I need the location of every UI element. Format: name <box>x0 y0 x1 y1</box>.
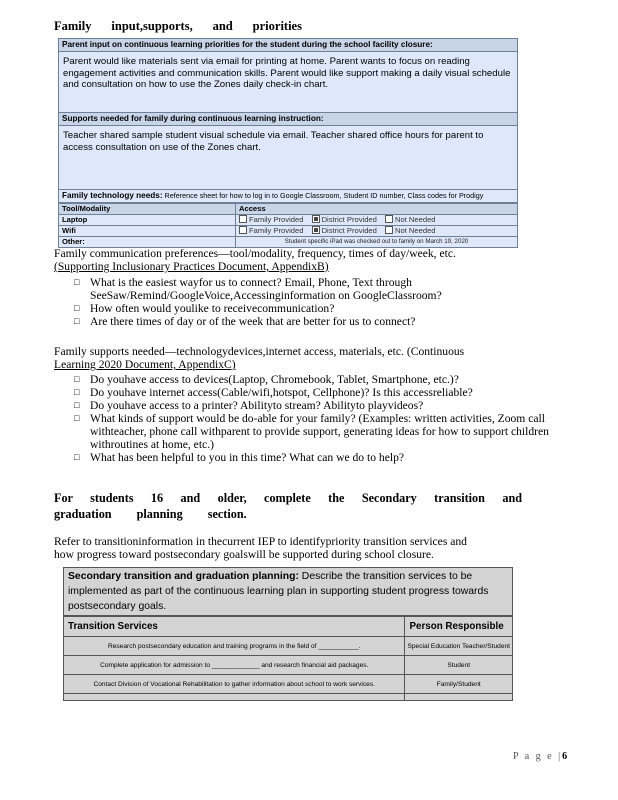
question-text: Are there times of day or of the week that are better for us to connect? <box>90 315 416 328</box>
service-cell[interactable]: Contact Division of Vocational Rehabilitation to gather information about school to work services. <box>64 675 405 694</box>
supports-needed-title: Supports needed for family during continuous learning instruction: <box>58 112 518 126</box>
col-person-header: Person Responsible <box>405 617 512 637</box>
bullet-icon: □ <box>74 374 80 384</box>
person-cell[interactable]: Student <box>405 656 512 675</box>
bullet-icon: □ <box>74 316 80 326</box>
option-label: Family Provided <box>249 226 304 235</box>
heading-word: and <box>212 19 233 33</box>
parent-input-title: Parent input on continuous learning priorities for the student during the school facility closure: <box>58 38 518 52</box>
list-item <box>54 315 564 328</box>
list-item <box>54 276 556 302</box>
list-item <box>54 302 564 315</box>
checkbox-checked-icon[interactable] <box>312 215 320 223</box>
question-text: How often would youlike to receivecommunication? <box>90 302 335 315</box>
appendix-c-link[interactable]: Learning 2020 Document, AppendixC) <box>54 358 236 371</box>
comm-line: Family communication preferences—tool/modality, frequency, times of day/week, etc. <box>54 247 456 260</box>
list-item <box>54 412 564 451</box>
bullet-icon: □ <box>74 387 80 397</box>
tech-table <box>58 203 518 248</box>
heading-word: Family <box>54 19 92 33</box>
table-row <box>64 675 512 694</box>
tool-name: Wifi <box>59 226 236 237</box>
bullet-icon: □ <box>74 277 80 287</box>
table-row <box>64 694 512 701</box>
bullet-icon: □ <box>74 413 80 423</box>
service-cell[interactable]: Research postsecondary education and training programs in the field of ___________. <box>64 637 405 656</box>
tool-name: Laptop <box>59 215 236 226</box>
col-access-header: Access <box>236 204 518 215</box>
appendix-b-link[interactable]: (Supporting Inclusionary Practices Document, AppendixB) <box>54 260 329 273</box>
col-tool-header: Tool/Modality <box>59 204 236 215</box>
question-text: What is the easiest wayfor us to connect? Email, Phone, Text through SeeSaw/Remind/GoogleVoice,Accessinginformation on GoogleClassroom? <box>90 276 442 302</box>
bullet-icon: □ <box>74 452 80 462</box>
person-cell[interactable]: Family/Student <box>405 675 512 694</box>
transition-table <box>64 616 512 700</box>
secondary-note-line1: For students 16 and older, complete the Secondary transition and <box>54 491 522 505</box>
table-row <box>59 215 518 226</box>
page-number: 6 <box>562 751 568 762</box>
question-text: What has been helpful to you in this time? What can we do to help? <box>90 451 405 464</box>
access-options <box>236 226 518 237</box>
option-label: Not Needed <box>394 226 436 235</box>
page-footer <box>513 751 567 762</box>
question-text: Do youhave internet access(Cable/wifi,hotspot, Cellphone)? Is this accessreliable? <box>90 386 473 399</box>
supports-questions <box>54 373 564 464</box>
checkbox-icon[interactable] <box>239 226 247 234</box>
checkbox-icon[interactable] <box>385 226 393 234</box>
list-item <box>54 373 564 386</box>
checkbox-icon[interactable] <box>239 215 247 223</box>
heading-word: input,supports, <box>111 19 193 33</box>
parent-input-body: Parent would like materials sent via email for printing at home. Parent wants to focus on reading engagement activities and communication skills. Parent would like support making a daily visual schedule and consultation on how to use the Zones daily check-in chart. <box>58 52 518 112</box>
col-services-header: Transition Services <box>64 617 405 637</box>
transition-planning-form <box>63 567 513 701</box>
person-cell[interactable] <box>405 694 512 701</box>
question-text: Do youhave access to a printer? Abilityto stream? Abilityto playvideos? <box>90 399 424 412</box>
heading-word: priorities <box>252 19 302 33</box>
section-heading <box>54 19 302 34</box>
service-cell[interactable] <box>64 694 405 701</box>
tech-needs-header <box>58 189 518 203</box>
parent-input-form <box>58 38 518 248</box>
transition-title-rest: Describe the transition services to be implemented as part of the continuous learning plan in supporting student progress towards postsecondary goals. <box>68 571 489 612</box>
option-label: District Provided <box>321 215 377 224</box>
table-row <box>64 637 512 656</box>
access-options <box>236 215 518 226</box>
bullet-icon: □ <box>74 400 80 410</box>
transition-title <box>64 568 512 616</box>
person-cell[interactable]: Special Education Teacher/Student <box>405 637 512 656</box>
checkbox-icon[interactable] <box>385 215 393 223</box>
option-label: District Provided <box>321 226 377 235</box>
supports-line: Family supports needed—technologydevices,internet access, materials, etc. (Continuous <box>54 345 465 358</box>
question-text: Do youhave access to devices(Laptop, Chromebook, Tablet, Smartphone, etc.)? <box>90 373 459 386</box>
page-label: P a g e | <box>513 751 563 762</box>
table-row <box>59 237 518 248</box>
list-item <box>54 399 564 412</box>
refer-paragraph <box>54 535 467 561</box>
checkbox-checked-icon[interactable] <box>312 226 320 234</box>
family-supports <box>54 345 464 371</box>
refer-line: Refer to transitioninformation in thecurrent IEP to identifypriority transition services and <box>54 535 467 548</box>
other-value: Student specific iPad was checked out to family on March 19, 2020 <box>284 238 469 245</box>
transition-title-bold: Secondary transition and graduation planning: <box>68 571 299 582</box>
secondary-note-line2: graduation planning section. <box>54 507 247 521</box>
service-cell[interactable]: Complete application for admission to _____________ and research financial aid packages. <box>64 656 405 675</box>
bullet-icon: □ <box>74 303 80 313</box>
other-field[interactable] <box>236 237 518 248</box>
tech-needs-title: Family technology needs: <box>62 191 163 200</box>
comm-preferences <box>54 247 456 273</box>
option-label: Family Provided <box>249 215 304 224</box>
supports-needed-body: Teacher shared sample student visual schedule via email. Teacher shared office hours for parent to access consultation on use of the Zones chart. <box>58 126 518 189</box>
refer-line: how progress toward postsecondary goalswill be supported during school closure. <box>54 548 434 561</box>
list-item <box>54 386 564 399</box>
list-item <box>54 451 564 464</box>
other-label: Other: <box>59 237 236 248</box>
option-label: Not Needed <box>394 215 436 224</box>
tech-needs-note: Reference sheet for how to log in to Google Classroom, Student ID number, Class codes for Prodigy <box>164 191 484 200</box>
question-text: What kinds of support would be do-able for your family? (Examples: written activities, Zoom call withteacher, phone call withparent to provide support, generating ideas for how to support children withroutines at home, etc.) <box>90 412 549 451</box>
table-row <box>59 226 518 237</box>
comm-questions <box>54 276 564 328</box>
table-row <box>64 656 512 675</box>
